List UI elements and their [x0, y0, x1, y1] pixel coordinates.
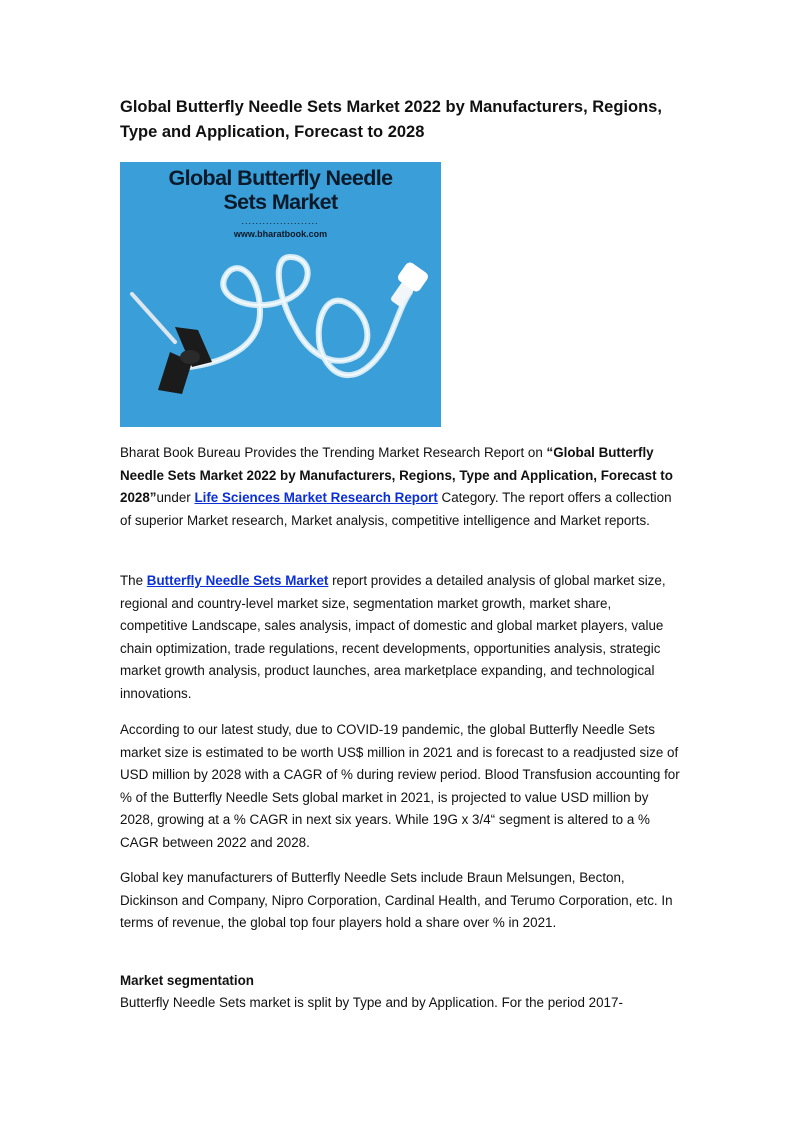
document-title: Global Butterfly Needle Sets Market 2022 by Manufacturers, Regions, Type and Application, Forecast to 2028: [120, 98, 662, 141]
overview-rest: report provides a detailed analysis of global market size, regional and country-level market size, segmentation market growth, market share, competitive Landscape, sales analysis, impact of domestic and global market players, value chain optimization, trade regulations, recent developments, opportunities analysis, strategic market growth analysis, product launches, area marketplace expanding, and technological innovations.: [120, 573, 666, 701]
paragraph-overview: [120, 570, 680, 705]
intro-rest: Category. The report offers a collection of superior Market research, Market analysis, competitive intelligence and Market reports.: [120, 490, 672, 528]
intro-between: under: [156, 490, 195, 505]
hero-title: [120, 166, 441, 214]
paragraph-study: According to our latest study, due to COVID-19 pandemic, the global Butterfly Needle Sets market size is estimated to be worth US$ million in 2021 and is forecast to a readjusted size of USD million by 2028 with a CAGR of % during review period. Blood Transfusion accounting for % of the Butterfly Needle Sets global market in 2021, is projected to value USD million by 2028, growing at a % CAGR in next six years. While 19G x 3/4“ segment is altered to a % CAGR between 2022 and 2028.: [120, 722, 680, 850]
hero-url: www.bharatbook.com: [233, 229, 328, 239]
intro-text: Bharat Book Bureau Provides the Trending Market Research Report on: [120, 445, 547, 460]
paragraph-intro: [120, 442, 680, 532]
report-title-bold: “Global Butterfly Needle Sets Market 2022 by Manufacturers, Regions, Type and Application, Forecast to 2028”: [120, 445, 673, 505]
paragraph-manufacturers: Global key manufacturers of Butterfly Needle Sets include Braun Melsungen, Becton, Dickinson and Company, Nipro Corporation, Cardinal Health, and Terumo Corporation, etc. In terms of revenue, the global top four players hold a share over % in 2021.: [120, 870, 673, 930]
life-sciences-link[interactable]: Life Sciences Market Research Report: [194, 490, 438, 505]
hero-title-line2: Sets Market: [223, 190, 338, 214]
overview-intro: The: [120, 573, 147, 588]
hero-image: [120, 162, 441, 427]
hero-dots: ......................: [241, 216, 319, 226]
hero-title-line1: Global Butterfly Needle: [168, 166, 393, 190]
paragraph-segmentation: Butterfly Needle Sets market is split by Type and by Application. For the period 2017-: [120, 995, 623, 1010]
butterfly-needle-sets-link[interactable]: Butterfly Needle Sets Market: [146, 573, 329, 588]
section-heading: Market segmentation: [120, 973, 254, 988]
